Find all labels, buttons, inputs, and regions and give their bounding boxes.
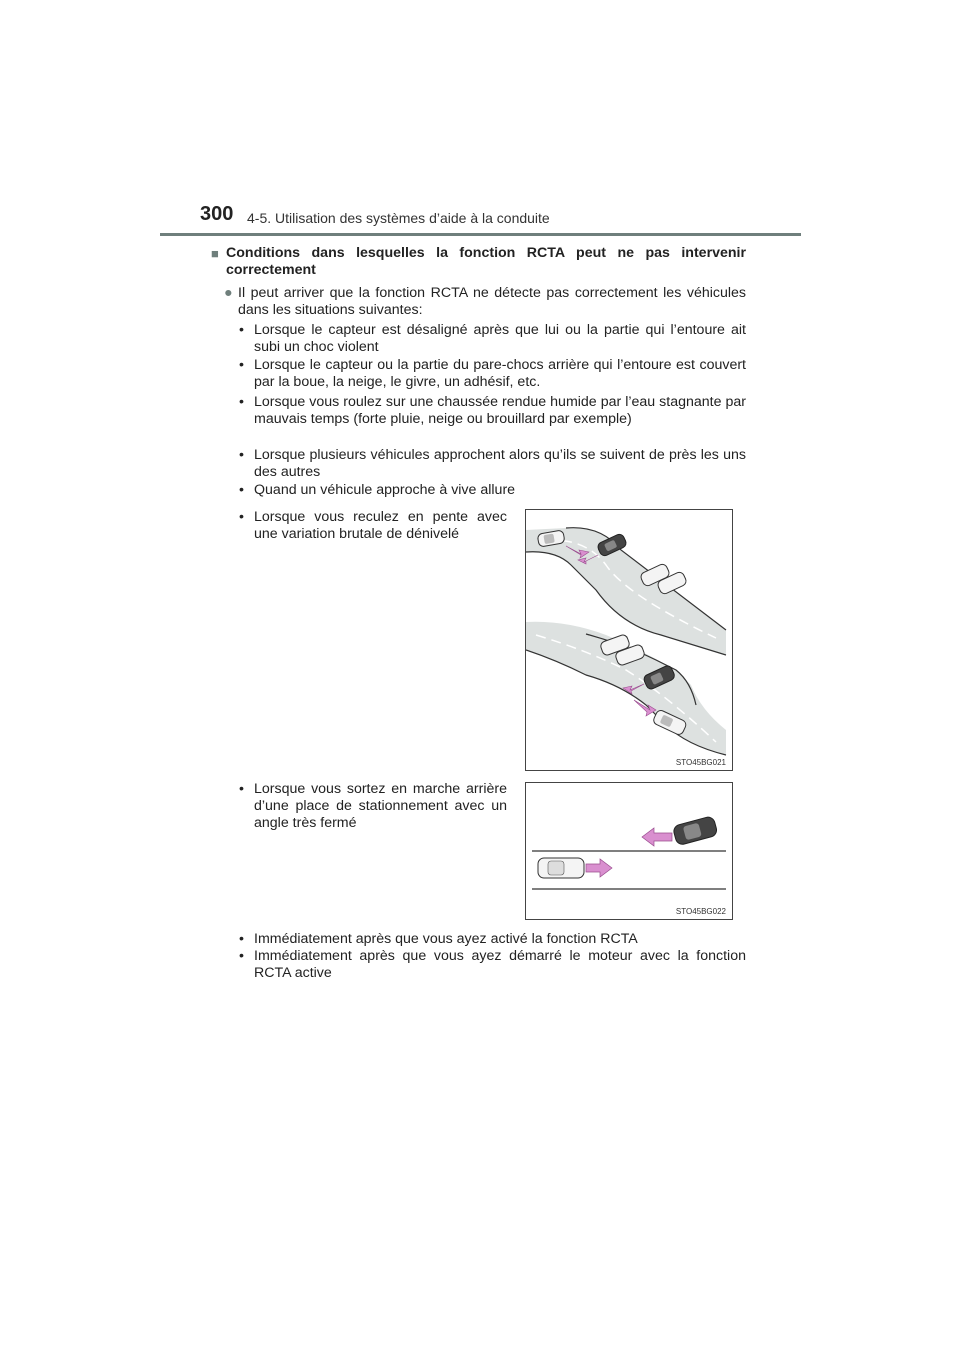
list-item — [239, 322, 746, 356]
arrow-icon — [642, 828, 672, 846]
list-item — [239, 948, 746, 982]
list-item — [239, 357, 746, 391]
list-item-text: Lorsque vous roulez sur une chaussée rendue humide par l’eau stagnante par mauvais temps (forte pluie, neige ou brouillard par exemple) — [254, 394, 746, 427]
figure-code: STO45BG021 — [675, 758, 726, 767]
parking-illustration — [526, 783, 732, 919]
intro-paragraph — [224, 285, 746, 319]
circle-bullet-icon: ● — [224, 285, 233, 301]
bullet-icon: • — [239, 447, 244, 463]
arrow-icon — [586, 859, 612, 877]
section-heading — [213, 245, 746, 279]
page-number: 300 — [200, 203, 234, 225]
section-title: 4-5. Utilisation des systèmes d’aide à la conduite — [247, 210, 550, 226]
list-item — [239, 482, 746, 499]
bullet-icon: • — [239, 482, 244, 498]
list-item-text: Lorsque plusieurs véhicules approchent alors qu’ils se suivent de près les uns des autres — [254, 447, 746, 480]
bullet-icon: • — [239, 357, 244, 373]
list-item-text: Lorsque le capteur ou la partie du pare-chocs arrière qui l’entoure est couvert par la boue, la neige, le givre, un adhésif, etc. — [254, 357, 746, 390]
square-marker-icon: ■ — [211, 246, 219, 261]
bullet-icon: • — [239, 948, 244, 964]
bullet-icon: • — [239, 322, 244, 338]
list-item — [239, 781, 507, 832]
intro-text: Il peut arriver que la fonction RCTA ne détecte pas correctement les véhicules dans les situations suivantes: — [238, 285, 746, 318]
list-item-text: Immédiatement après que vous ayez démarré le moteur avec la fonction RCTA active — [254, 948, 746, 981]
list-item — [239, 931, 746, 948]
list-item-text: Quand un véhicule approche à vive allure — [254, 482, 516, 498]
bullet-icon: • — [239, 781, 244, 797]
list-item-text: Lorsque vous reculez en pente avec une variation brutale de dénivelé — [254, 509, 507, 542]
heading-text: Conditions dans lesquelles la fonction RCTA peut ne pas intervenir correctement — [226, 245, 746, 278]
figure-code: STO45BG022 — [675, 907, 726, 916]
slope-illustration — [526, 510, 732, 770]
list-item — [239, 447, 746, 481]
car-icon — [538, 858, 584, 878]
bullet-icon: • — [239, 931, 244, 947]
figure-parking — [525, 782, 733, 920]
list-item — [239, 509, 507, 543]
bullet-icon: • — [239, 394, 244, 410]
bullet-icon: • — [239, 509, 244, 525]
list-item — [239, 394, 746, 428]
list-item-text: Lorsque vous sortez en marche arrière d’une place de stationnement avec un angle très fermé — [254, 781, 507, 831]
list-item-text: Lorsque le capteur est désaligné après que lui ou la partie qui l’entoure ait subi un choc violent — [254, 322, 746, 355]
header-rule — [160, 233, 801, 236]
list-item-text: Immédiatement après que vous ayez activé la fonction RCTA — [254, 931, 638, 947]
car-icon — [672, 816, 718, 846]
figure-slope — [525, 509, 733, 771]
